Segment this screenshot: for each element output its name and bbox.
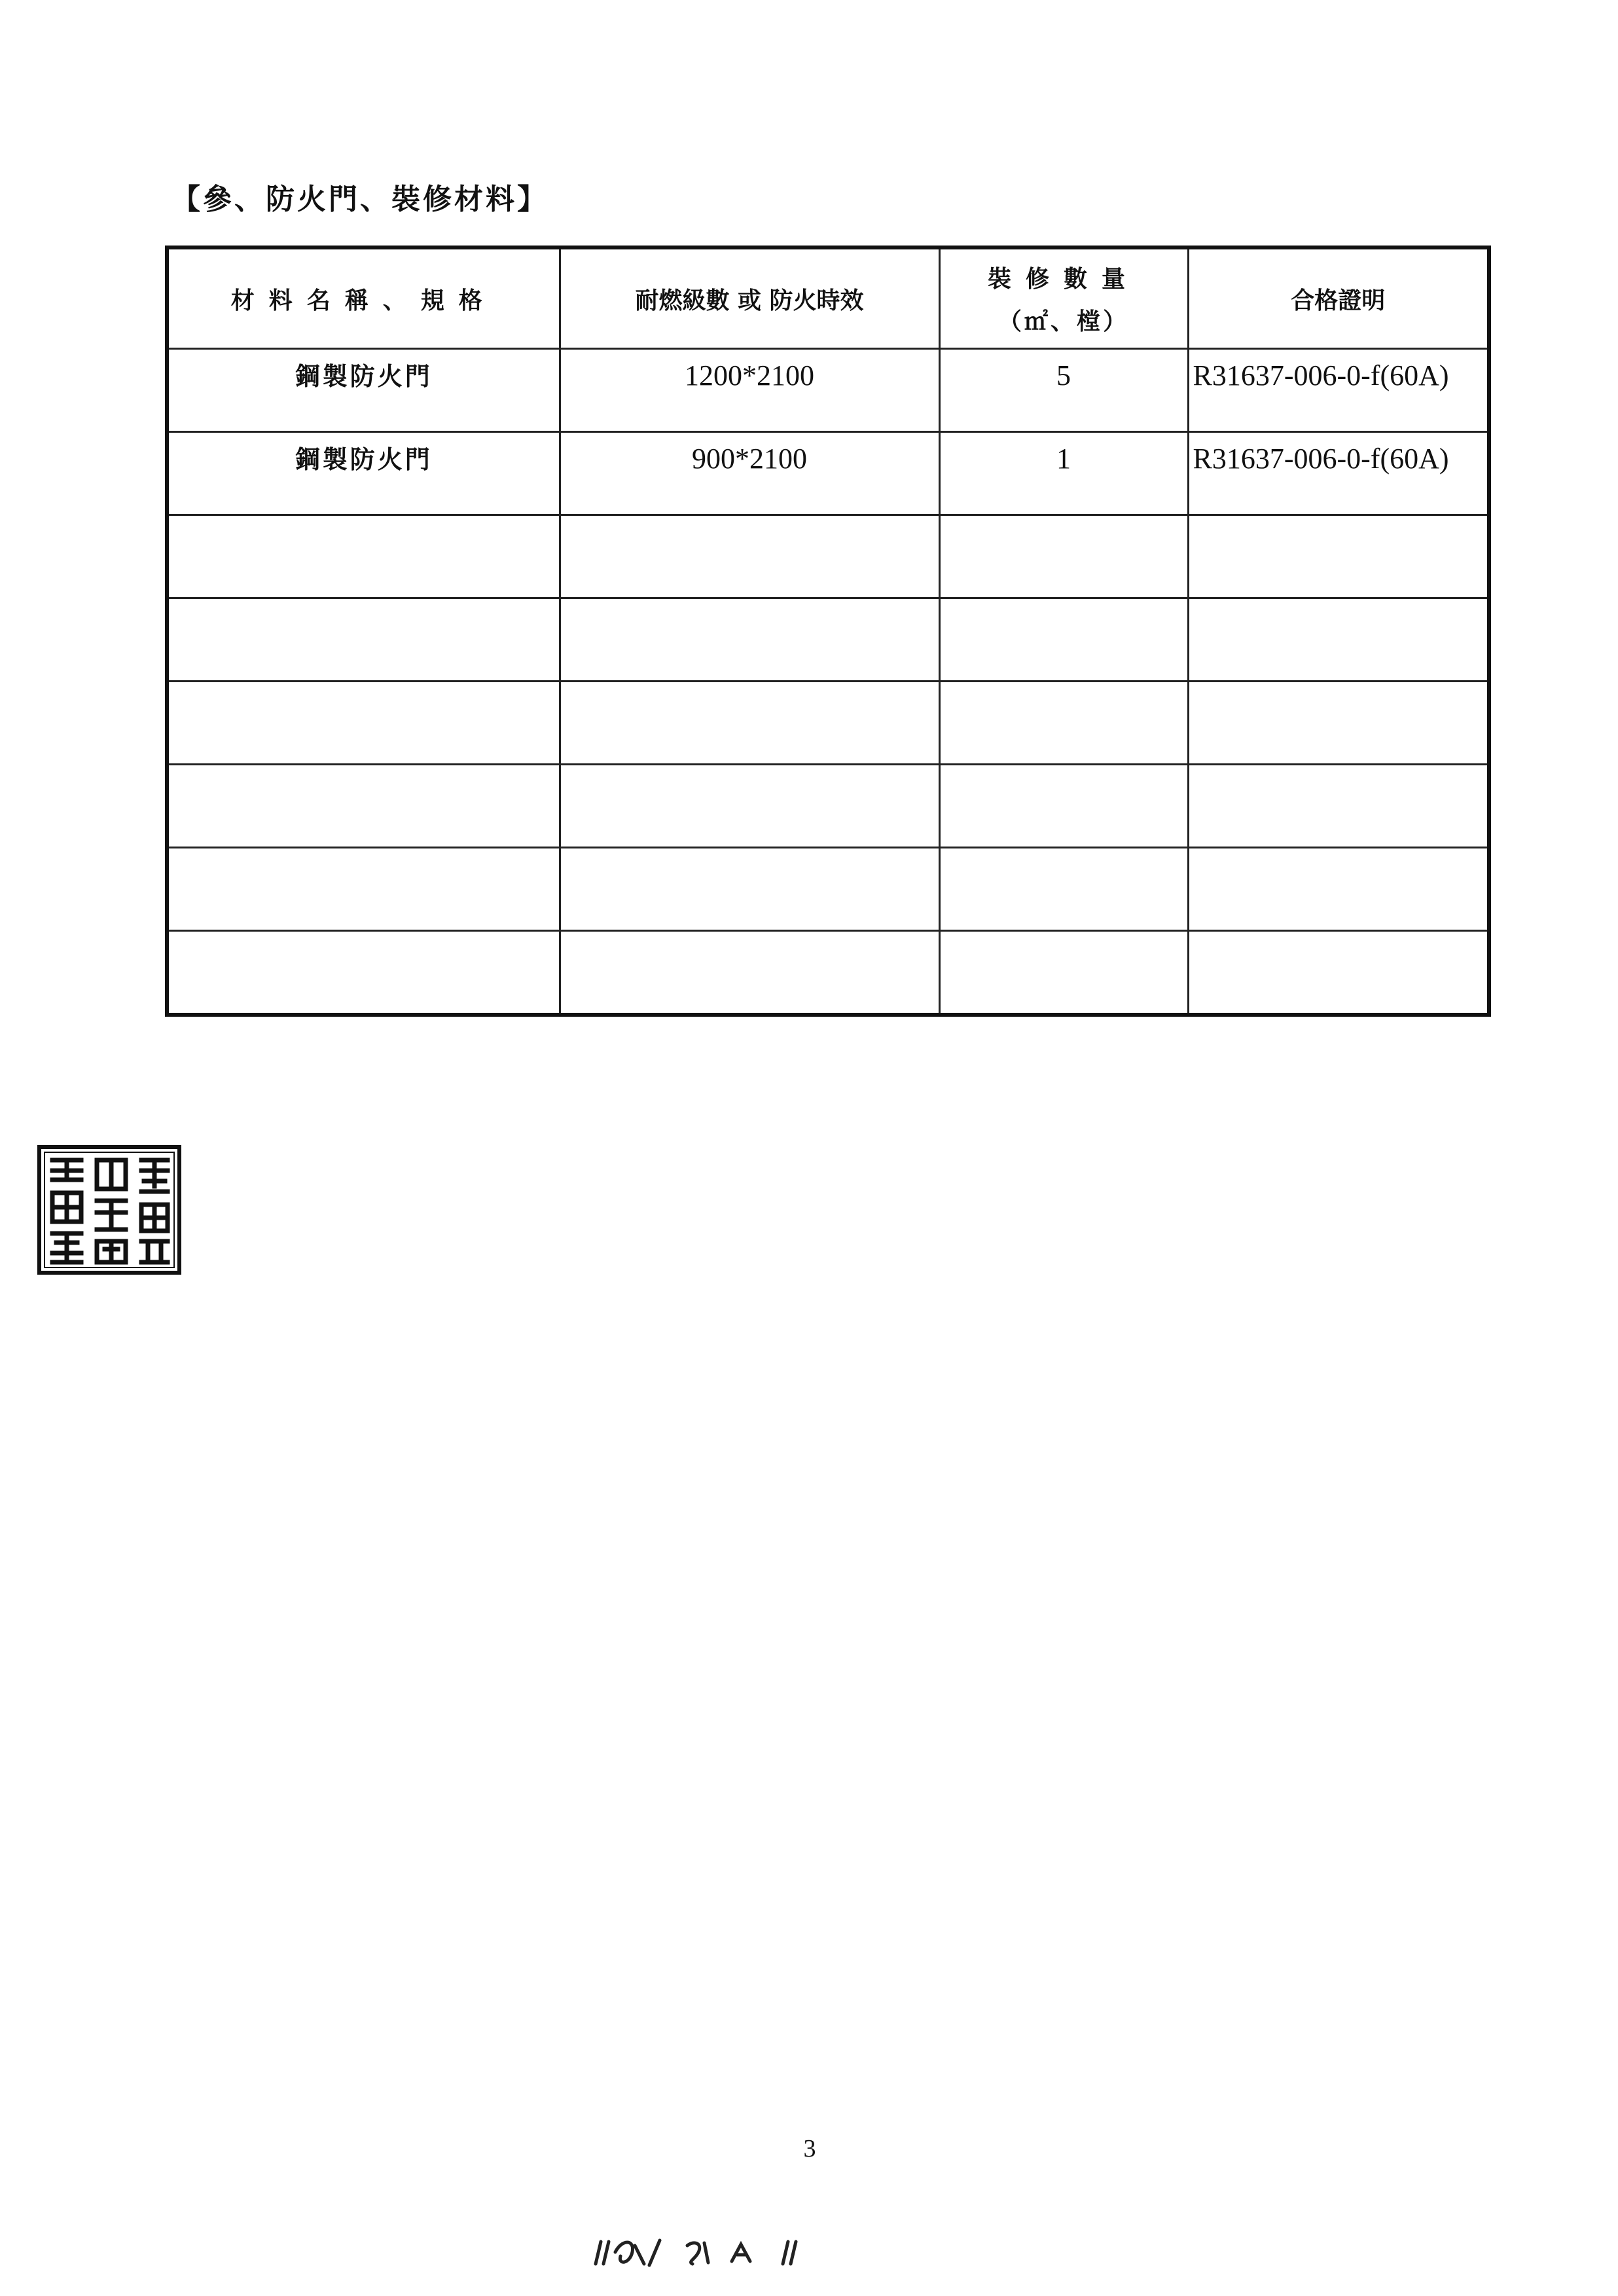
table-row [167, 682, 1489, 765]
table-row [167, 765, 1489, 848]
table-header-row [167, 247, 1489, 349]
table-row [167, 931, 1489, 1015]
cell-certificate: R31637-006-0-f(60A) [1188, 349, 1489, 432]
header-fire-rating [560, 247, 939, 349]
cell-quantity [939, 848, 1188, 931]
header-certificate [1188, 247, 1489, 349]
materials-table [165, 246, 1491, 1017]
cell-name [167, 515, 560, 598]
table-row [167, 848, 1489, 931]
table-row [167, 598, 1489, 682]
cell-certificate: R31637-006-0-f(60A) [1188, 432, 1489, 515]
cell-quantity [939, 931, 1188, 1015]
cell-quantity: 1 [939, 432, 1188, 515]
cell-name [167, 682, 560, 765]
table-row [167, 432, 1489, 515]
cell-rating [560, 848, 939, 931]
cell-quantity: 5 [939, 349, 1188, 432]
cell-rating [560, 765, 939, 848]
cell-quantity [939, 765, 1188, 848]
header-quantity-label: 裝修數量 [987, 266, 1140, 293]
header-quantity [939, 247, 1188, 349]
seal-stamp-icon [37, 1144, 182, 1275]
header-certificate-label: 合格證明 [1291, 287, 1386, 314]
header-name-spec-label: 材料名稱、規格 [230, 287, 497, 314]
cell-rating: 1200*2100 [560, 349, 939, 432]
cell-rating [560, 931, 939, 1015]
header-name-spec [167, 247, 560, 349]
cell-name: 鋼製防火門 [167, 349, 560, 432]
cell-rating [560, 515, 939, 598]
cell-name [167, 598, 560, 682]
page-number: 3 [803, 2135, 816, 2162]
cell-name [167, 765, 560, 848]
table-row [167, 349, 1489, 432]
cell-certificate [1188, 765, 1489, 848]
cell-rating: 900*2100 [560, 432, 939, 515]
cell-certificate [1188, 682, 1489, 765]
handwritten-mark-icon [589, 2232, 812, 2272]
cell-certificate [1188, 515, 1489, 598]
cell-rating [560, 598, 939, 682]
cell-certificate [1188, 931, 1489, 1015]
cell-quantity [939, 682, 1188, 765]
table-row [167, 515, 1489, 598]
cell-name: 鋼製防火門 [167, 432, 560, 515]
cell-name [167, 931, 560, 1015]
cell-rating [560, 682, 939, 765]
header-quantity-unit: （㎡、樘） [998, 308, 1129, 335]
header-fire-rating-label: 耐燃級數 或 防火時效 [635, 287, 864, 314]
cell-certificate [1188, 848, 1489, 931]
cell-name [167, 848, 560, 931]
cell-quantity [939, 515, 1188, 598]
section-title: 【參、防火門、裝修材料】 [171, 183, 548, 216]
cell-certificate [1188, 598, 1489, 682]
cell-quantity [939, 598, 1188, 682]
